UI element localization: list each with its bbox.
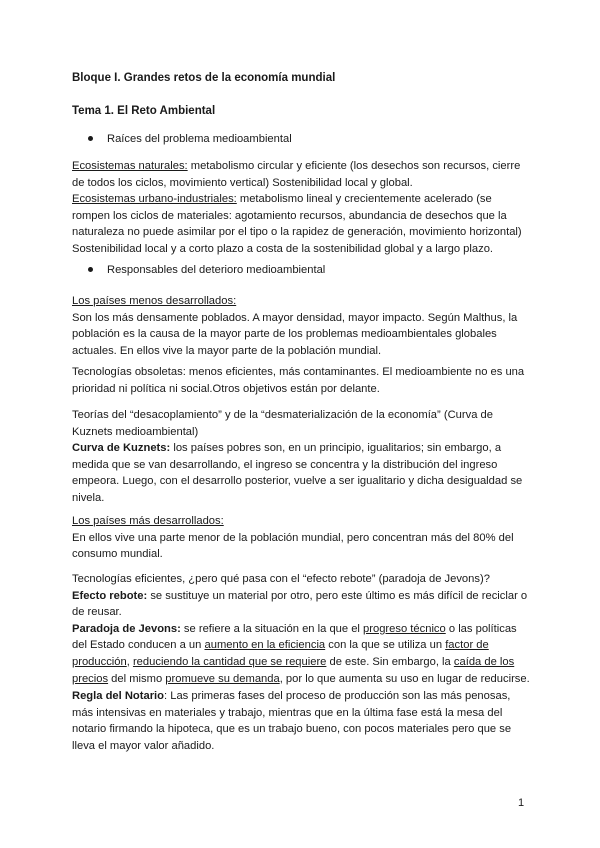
term-jevons-paradox: Paradoja de Jevons: [72, 622, 181, 635]
term-natural-ecosystems: Ecosistemas naturales: [72, 160, 188, 172]
paragraph-more-developed [72, 513, 530, 563]
underlined-phrase: aumento en la eficiencia [204, 639, 326, 652]
term-notary-rule: Regla del Notario [72, 690, 165, 702]
term-more-developed: Los países más desarrollados: [72, 515, 224, 527]
text-rebound: se sustituye un material por otro, pero este último es más difícil de reciclar o de reusar. [72, 589, 528, 619]
underlined-phrase: caída de los precios [72, 655, 515, 685]
bullet-dot-icon [88, 136, 93, 141]
bullet-text: Responsables del deterioro medioambiental [107, 264, 326, 276]
paragraph-jevons [72, 571, 530, 687]
paragraph-notary-rule [72, 688, 530, 754]
paragraph-ecosystems [72, 158, 530, 258]
text-natural-ecosystems: metabolismo circular y eficiente (los desechos son recursos, cierre de todos los ciclos, movimiento vertical) Sostenibilidad local y global. [72, 160, 521, 189]
bullet-dot-icon [88, 267, 93, 272]
text-jevons: de este. Sin embargo, la [326, 655, 454, 668]
text-jevons: , por lo que aumenta su uso en lugar de reducirse. [279, 672, 530, 685]
term-less-developed: Los países menos desarrollados: [72, 295, 237, 307]
block-title: Bloque I. Grandes retos de la economía mundial [72, 72, 336, 84]
term-kuznets-curve: Curva de Kuznets: [72, 442, 171, 455]
text-theories: Teorías del “desacoplamiento” y de la “desmaterialización de la economía” (Curva de Kuznets medioambiental) [72, 409, 493, 438]
bullet-text: Raíces del problema medioambiental [107, 133, 292, 145]
topic-title: Tema 1. El Reto Ambiental [72, 105, 216, 117]
text-urban-ecosystems: metabolismo lineal y crecientemente acelerado (se rompen los ciclos de materiales: agotamiento recursos, abundancia de desechos que la naturaleza no puede asimilar por el tipo o la rapidez de generación, movimiento horizontal) Sostenibilidad local y a corto plazo a costa de la sostenibilidad global y a largo plazo. [72, 193, 522, 255]
paragraph-kuznets [72, 407, 530, 507]
text-jevons: o las políticas del Estado conducen a un [72, 622, 517, 652]
underlined-phrase: factor de producción [72, 639, 489, 668]
text-jevons: del mismo [108, 672, 166, 685]
page-number: 1 [518, 797, 525, 809]
text-notary-rule: : Las primeras fases del proceso de producción son las más penosas, más intensivas en materiales y trabajo, mientras que en la última fase está la mesa del notario firmando la hipoteca, que es un trabajo bueno, con pocos materiales pero que se lleva el mayor valor añadido. [72, 690, 512, 752]
text-jevons: con la que se utiliza un [325, 639, 446, 652]
underlined-phrase: promueve su demanda [165, 672, 280, 685]
term-urban-ecosystems: Ecosistemas urbano-industriales: [72, 193, 237, 206]
text-jevons: , [126, 655, 133, 668]
text-more-developed: En ellos vive una parte menor de la población mundial, pero concentran más del 80% del consumo mundial. [72, 531, 514, 561]
text-jevons: se refiere a la situación en la que el [180, 622, 364, 635]
paragraph-less-developed [72, 293, 530, 359]
underlined-phrase: progreso técnico [363, 622, 446, 635]
term-rebound-effect: Efecto rebote: [72, 589, 148, 602]
text-efficient-tech: Tecnologías eficientes, ¿pero qué pasa con el “efecto rebote” (paradoja de Jevons)? [72, 573, 490, 585]
bullet-item-roots [88, 131, 292, 148]
text-less-developed: Son los más densamente poblados. A mayor densidad, mayor impacto. Según Malthus, la población es la causa de la mayor parte de los problemas medioambientales globales actuales. En ellos vive la mayor parte de la población mundial. [72, 311, 518, 357]
underlined-phrase: reduciendo la cantidad que se requiere [132, 655, 327, 668]
paragraph-obsolete-tech: Tecnologías obsoletas: menos eficientes, más contaminantes. El medioambiente no es una prioridad ni política ni social.Otros objetivos están por delante. [72, 366, 525, 395]
bullet-item-responsible [88, 262, 325, 279]
text-kuznets: los países pobres son, en un principio, igualitarios; sin embargo, a medida que se van desarrollando, el ingreso se concentra y la distribución del ingreso empeora. Luego, con el desarrollo posterior, vuelve a ser igualitario y dicha desigualdad se nivela. [72, 442, 523, 504]
